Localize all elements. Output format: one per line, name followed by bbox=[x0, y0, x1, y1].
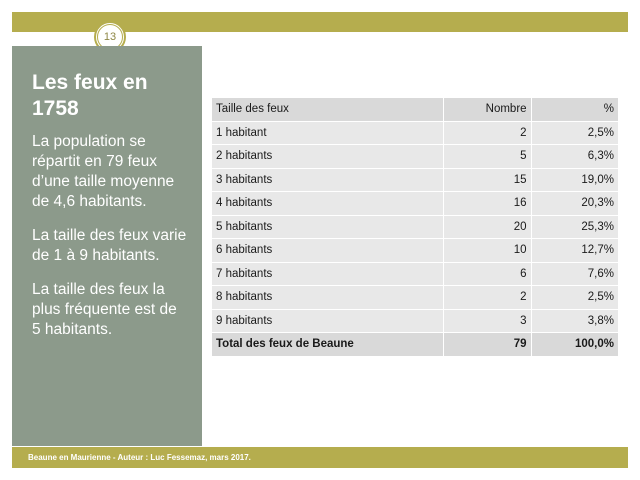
slide-title: Les feux en 1758 bbox=[32, 71, 148, 120]
table-header-row bbox=[212, 98, 618, 121]
row-label: 1 habitant bbox=[212, 121, 444, 145]
row-label: 3 habitants bbox=[212, 168, 444, 192]
row-label: 9 habitants bbox=[212, 309, 444, 333]
table-total-row bbox=[212, 333, 618, 357]
row-label: 4 habitants bbox=[212, 192, 444, 216]
row-label: 6 habitants bbox=[212, 239, 444, 263]
table-row bbox=[212, 239, 618, 263]
row-count: 20 bbox=[444, 215, 532, 239]
footer-bar bbox=[12, 447, 628, 468]
row-percent: 2,5% bbox=[531, 286, 618, 310]
total-count: 79 bbox=[444, 333, 532, 357]
row-count: 2 bbox=[444, 286, 532, 310]
side-panel bbox=[12, 46, 202, 446]
row-count: 16 bbox=[444, 192, 532, 216]
row-count: 15 bbox=[444, 168, 532, 192]
table-row bbox=[212, 215, 618, 239]
row-percent: 20,3% bbox=[531, 192, 618, 216]
table-row bbox=[212, 309, 618, 333]
row-label: 5 habitants bbox=[212, 215, 444, 239]
row-count: 3 bbox=[444, 309, 532, 333]
header-nombre: Nombre bbox=[444, 98, 532, 121]
feux-table bbox=[212, 98, 618, 357]
footer-text: Beaune en Maurienne - Auteur : Luc Fessemaz, mars 2017. bbox=[28, 453, 251, 462]
row-percent: 19,0% bbox=[531, 168, 618, 192]
row-count: 10 bbox=[444, 239, 532, 263]
row-percent: 2,5% bbox=[531, 121, 618, 145]
slide-number: 13 bbox=[97, 24, 123, 50]
row-percent: 12,7% bbox=[531, 239, 618, 263]
header-taille: Taille des feux bbox=[212, 98, 444, 121]
row-percent: 7,6% bbox=[531, 262, 618, 286]
paragraph-population: La population se répartit en 79 feux d’une taille moyenne de 4,6 habitants. bbox=[32, 133, 175, 210]
table-row bbox=[212, 286, 618, 310]
paragraph-size-range: La taille des feux varie de 1 à 9 habitants. bbox=[32, 227, 187, 264]
total-label: Total des feux de Beaune bbox=[212, 333, 444, 357]
row-count: 5 bbox=[444, 145, 532, 169]
row-label: 2 habitants bbox=[212, 145, 444, 169]
row-count: 2 bbox=[444, 121, 532, 145]
header-percent: % bbox=[531, 98, 618, 121]
table-row bbox=[212, 121, 618, 145]
row-percent: 6,3% bbox=[531, 145, 618, 169]
row-percent: 3,8% bbox=[531, 309, 618, 333]
row-count: 6 bbox=[444, 262, 532, 286]
table-row bbox=[212, 168, 618, 192]
table-row bbox=[212, 262, 618, 286]
table-row bbox=[212, 192, 618, 216]
row-percent: 25,3% bbox=[531, 215, 618, 239]
row-label: 7 habitants bbox=[212, 262, 444, 286]
total-percent: 100,0% bbox=[531, 333, 618, 357]
paragraph-most-frequent: La taille des feux la plus fréquente est de 5 habitants. bbox=[32, 281, 177, 338]
table-row bbox=[212, 145, 618, 169]
row-label: 8 habitants bbox=[212, 286, 444, 310]
